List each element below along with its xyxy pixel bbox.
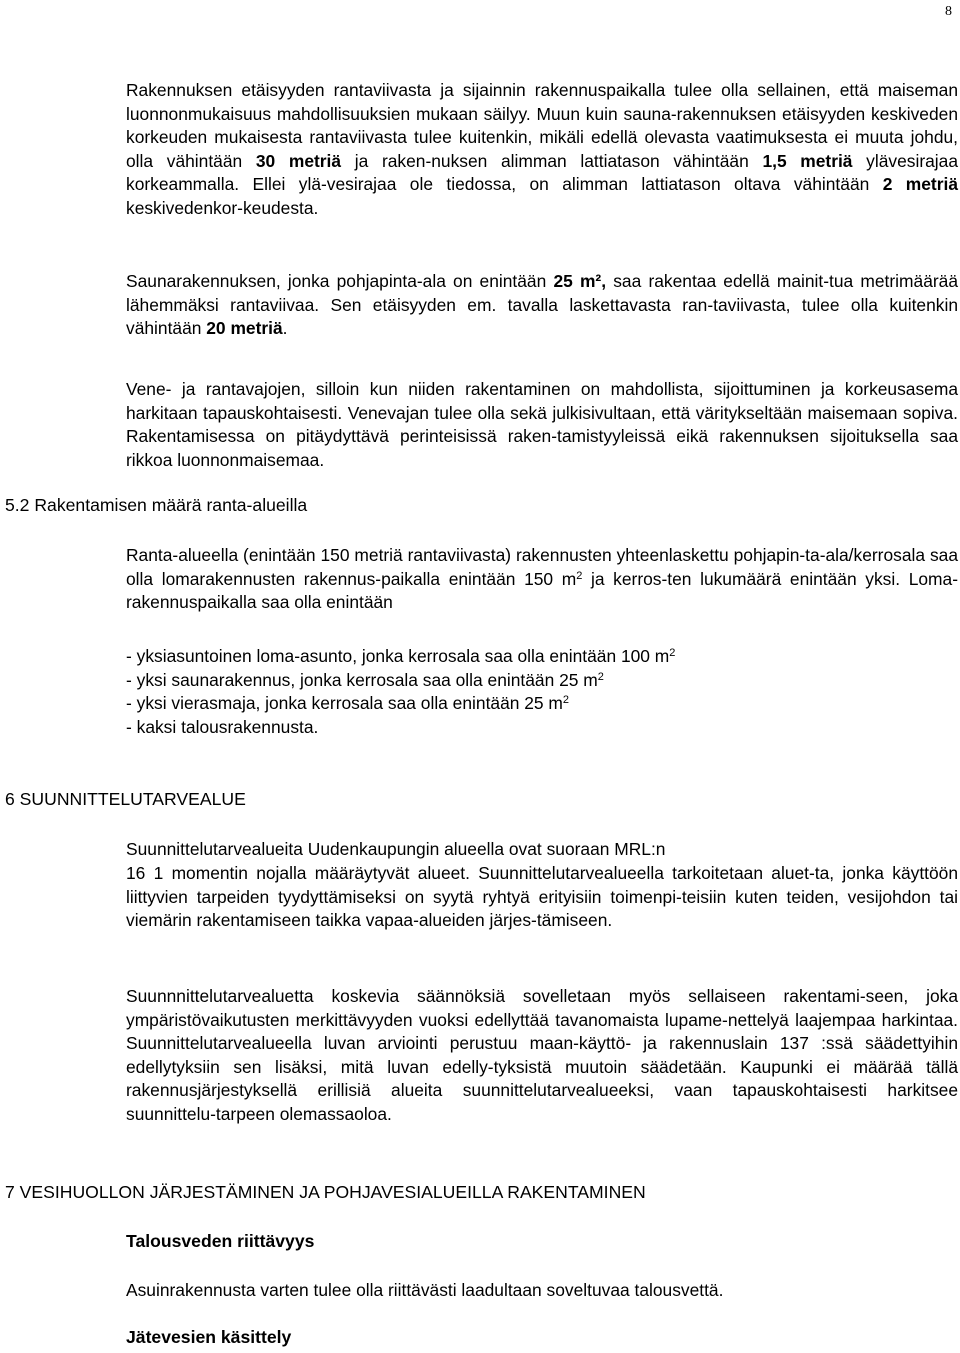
list-item: - kaksi talousrakennusta.	[126, 716, 319, 737]
paragraph-planning-need-regulations: Suunnnittelutarvealuetta koskevia säännöksiä sovelletaan myös sellaiseen rakentami-seen, joka ympäristövaikutusten merkittävyyden vuoksi edellyttää tavanomaista lupame-nettelyä laajempaa harkintaa. Suunnittelutarvealueella luvan arviointi perustuu maan-käyttö- ja rakennuslain 137 :ssä säädettyihin edellytyksiin sen lisäksi, mitä luvan edelly-tyksistä muutoin säädetään. Kaupunki ei määrää tällä rakennusjärjestyksellä erillisiä alueita suunnittelutarvealueeksi, vaan tapauskohtaisesti harkitsee suunnittelu-tarpeen olemassaoloa.	[126, 986, 958, 1124]
section-heading-6: 6 SUUNNITTELUTARVEALUE	[5, 789, 246, 809]
paragraph-sauna-distance: Saunarakennuksen, jonka pohjapinta-ala on enintään 25 m², saa rakentaa edellä mainit-tua metrimäärää lähemmäksi rantaviivaa. Sen etäisyyden em. tavalla laskettavasta ran-taviivasta, tulee olla kuitenkin vähintään 20 metriä.	[126, 271, 959, 339]
list-item: - yksi saunarakennus, jonka kerrosala saa olla enintään 25 $m^2$	[126, 669, 604, 690]
paragraph-planning-need-definition: 16 1 momentin nojalla määräytyvät alueet. Suunnittelutarvealueella tarkoitetaan aluet-ta, jonka käyttöön liittyvien tarpeiden tyydyttämiseksi on syytä ryhtyä erityisiin toimenpi-teisiin kuten teiden, vesijohdon tai viemärin rakentamiseen taikka vapaa-alueiden järjes-tämiseen.	[126, 863, 958, 931]
subheading-wastewater: Jätevesien käsittely	[126, 1327, 292, 1347]
page-number: 8	[945, 4, 952, 19]
paragraph-shoreline-distance: Rakennuksen etäisyyden rantaviivasta ja sijainnin rakennuspaikalla tulee olla sellainen, että maiseman luonnonmukaisuus mahdollisuuksien mukaan säilyy. Muun kuin sauna-rakennuksen etäisyyden keskiveden korkeuden mukaisesta rantaviivasta tulee kuitenkin, mikäli edellä olevasta vaatimuksesta ei muuta johdu, olla vähintään 30 metriä ja raken-nuksen alimman lattiatason vähintään 1,5 metriä ylävesirajaa korkeammalla. Ellei ylä-vesirajaa ole tiedossa, on alimman lattiatason oltava vähintään 2 metriä keskivedenkor-keudesta.	[126, 80, 958, 218]
list-item: - yksi vierasmaja, jonka kerrosala saa olla enintään 25 $m^2$	[126, 693, 570, 714]
section-heading-7: 7 VESIHUOLLON JÄRJESTÄMINEN JA POHJAVESIALUEILLA RAKENTAMINEN	[5, 1182, 646, 1202]
paragraph-boathouses: Vene- ja rantavajojen, silloin kun niiden rakentaminen on mahdollista, sijoittuminen ja korkeusasema harkitaan tapauskohtaisesti. Venevajan tulee olla sekä julkisivultaan, että väritykseltään maisemaan sopiva. Rakentamisessa on pitäydyttävä perinteisissä raken-tamistyyleissä eikä rakennuksen sijoituksella saa rikkoa luonnonmaisemaa.	[126, 379, 958, 470]
list-item: - yksiasuntoinen loma-asunto, jonka kerrosala saa olla enintään 100 $m^2$	[126, 646, 676, 666]
section-heading-5-2: 5.2 Rakentamisen määrä ranta-alueilla	[5, 495, 308, 515]
paragraph-building-amount: Ranta-alueella (enintään 150 metriä rantaviivasta) rakennusten yhteenlaskettu pohjapin-ta-ala/kerrosala saa olla lomarakennusten rakennus-paikalla enintään 150 $m^2$ ja kerros-ten lukumäärä enintään yksi. Loma-rakennuspaikalla saa olla enintään	[126, 545, 958, 613]
building-allowance-list	[126, 645, 958, 739]
subheading-water-sufficiency: Talousveden riittävyys	[126, 1231, 315, 1251]
paragraph-water-supply: Asuinrakennusta varten tulee olla riittävästi laadultaan soveltuvaa talousvettä.	[126, 1280, 724, 1300]
paragraph-planning-need-areas: Suunnittelutarvealueita Uudenkaupungin alueella ovat suoraan MRL:n	[126, 839, 666, 859]
